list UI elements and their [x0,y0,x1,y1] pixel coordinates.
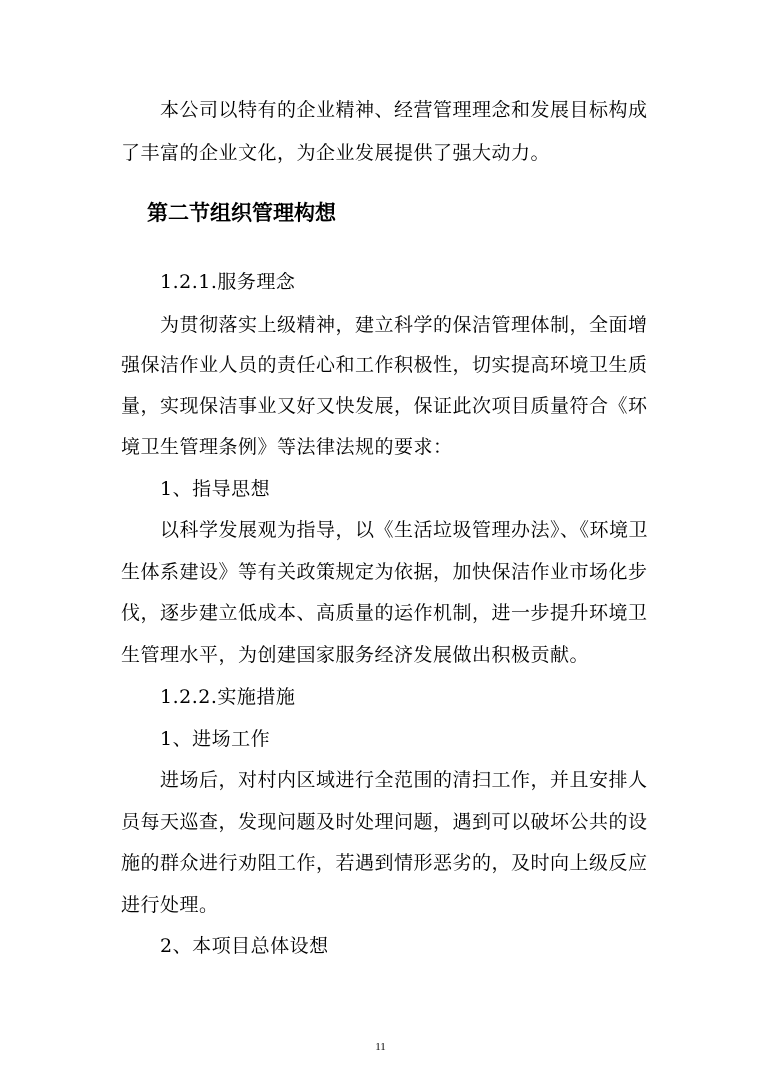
guiding-paragraph-line-1: 以科学发展观为指导，以《生活垃圾管理办法》、《环境卫 [160,519,649,541]
entry-paragraph-line-1: 进场后，对村内区域进行全范围的清扫工作，并且安排人 [160,769,648,791]
service-paragraph-line-1: 为贯彻落实上级精神，建立科学的保洁管理体制，全面增 [160,314,648,336]
item-guiding-ideology-title: 1、指导思想 [160,478,271,500]
entry-paragraph-line-4: 进行处理。 [121,894,219,916]
intro-line-2: 了丰富的企业文化，为企业发展提供了强大动力。 [121,142,551,164]
guiding-paragraph-line-3: 伐，逐步建立低成本、高质量的运作机制，进一步提升环境卫 [121,602,648,624]
service-paragraph-line-4: 境卫生管理条例》等法律法规的要求： [121,436,453,458]
item-entry-work-title: 1、进场工作 [160,728,271,750]
entry-paragraph-line-2: 员每天巡查，发现问题及时处理问题，遇到可以破坏公共的设 [121,811,648,833]
subsection-title-implementation: 1.2.2.实施措施 [160,686,296,708]
service-paragraph-line-2: 强保洁作业人员的责任心和工作积极性，切实提高环境卫生质 [121,354,648,376]
section-heading: 第二节组织管理构想 [147,200,336,225]
guiding-paragraph-line-4: 生管理水平，为创建国家服务经济发展做出积极贡献。 [121,644,590,666]
intro-line-1: 本公司以特有的企业精神、经营管理理念和发展目标构成 [160,99,648,121]
guiding-paragraph-line-2: 生体系建设》等有关政策规定为依据，加快保洁作业市场化步 [121,561,648,583]
subsection-title-service-concept: 1.2.1.服务理念 [160,271,296,293]
page-number: 11 [375,1041,386,1053]
item-overall-plan-title: 2、本项目总体设想 [160,935,329,957]
service-paragraph-line-3: 量，实现保洁事业又好又快发展，保证此次项目质量符合《环 [121,395,648,417]
entry-paragraph-line-3: 施的群众进行劝阻工作，若遇到情形恶劣的，及时向上级反应 [121,852,648,874]
